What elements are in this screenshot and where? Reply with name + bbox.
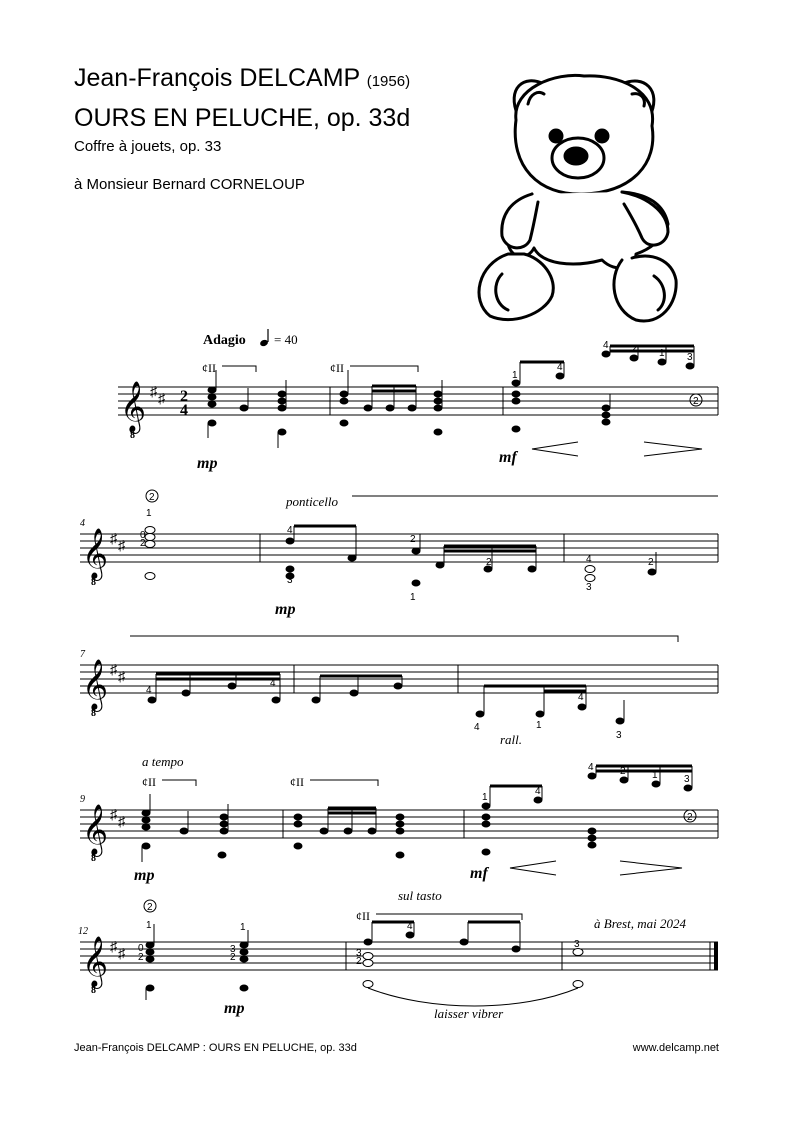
staff-system-3 [80, 636, 718, 747]
treble-clef-icon: 𝄞 [82, 937, 109, 986]
dynamic-marking: mp [275, 601, 296, 618]
music-score [0, 320, 793, 1040]
svg-text:2: 2 [230, 952, 236, 963]
tie-slur [368, 988, 578, 1006]
key-signature-sharp-icon: ♯ [110, 808, 117, 823]
svg-text:4: 4 [146, 685, 152, 696]
barre-label: ¢II [330, 361, 344, 375]
measure-number: 12 [78, 926, 88, 937]
treble-clef-icon: 𝄞 [120, 382, 147, 431]
measure-number: 9 [80, 794, 85, 805]
metronome-note [259, 329, 269, 347]
svg-text:2: 2 [693, 396, 699, 407]
clef-octave: 8 [91, 985, 96, 996]
dynamic-marking: mp [224, 1000, 245, 1017]
svg-text:2: 2 [138, 952, 144, 963]
notes-m7-8 [148, 674, 624, 724]
key-signature-sharp-icon: ♯ [118, 539, 125, 554]
svg-text:1: 1 [146, 508, 152, 519]
svg-text:1: 1 [410, 592, 416, 603]
dynamic-marking: mf [499, 449, 517, 466]
fingerings-system-5 [138, 920, 580, 967]
dynamic-marking: mp [134, 867, 155, 884]
decrescendo-hairpin [620, 861, 682, 875]
clef-octave: 8 [91, 708, 96, 719]
svg-text:2: 2 [147, 902, 153, 913]
dedication: à Monsieur Bernard CORNELOUP [74, 176, 305, 193]
key-signature-sharp-icon: ♯ [150, 385, 157, 400]
barre-label: ¢II [202, 361, 216, 375]
svg-text:1: 1 [146, 920, 152, 931]
measure-number: 7 [80, 649, 85, 660]
dynamic-marking: mp [197, 455, 218, 472]
svg-text:1: 1 [482, 792, 488, 803]
notes-m4-6 [145, 526, 656, 586]
clef-octave: 8 [91, 853, 96, 864]
svg-text:2: 2 [620, 766, 626, 777]
staff-system-5 [78, 888, 718, 1021]
composer-years: (1956) [366, 73, 411, 90]
treble-clef-icon: 𝄞 [82, 660, 109, 709]
expression-text: ponticello [286, 494, 338, 509]
svg-text:2: 2 [687, 812, 693, 823]
expression-text: laisser vibrer [434, 1006, 504, 1021]
svg-text:0: 0 [138, 943, 144, 954]
svg-text:1: 1 [536, 720, 542, 731]
key-signature-sharp-icon: ♯ [118, 670, 125, 685]
staff-lines [80, 942, 718, 970]
svg-text:1: 1 [240, 922, 246, 933]
treble-clef-icon: 𝄞 [82, 529, 109, 578]
svg-text:4: 4 [578, 692, 584, 703]
svg-text:4: 4 [557, 362, 563, 373]
svg-text:4: 4 [588, 762, 594, 773]
svg-text:2: 2 [410, 534, 416, 545]
clef-octave: 8 [130, 430, 135, 441]
svg-text:0: 0 [140, 530, 146, 541]
tempo-value: = 40 [274, 332, 298, 347]
svg-text:2: 2 [648, 557, 654, 568]
svg-text:1: 1 [652, 770, 658, 781]
notes-m9-11 [142, 766, 692, 862]
svg-text:3: 3 [684, 774, 690, 785]
svg-text:4: 4 [287, 525, 293, 536]
dynamic-marking: mf [470, 865, 488, 882]
expression-text: sul tasto [398, 888, 442, 903]
clef-octave: 8 [91, 577, 96, 588]
expression-text: a tempo [142, 754, 184, 769]
key-signature-sharp-icon: ♯ [118, 947, 125, 962]
svg-text:2: 2 [356, 956, 362, 967]
treble-clef-icon: 𝄞 [82, 805, 109, 854]
barre-label: ¢II [356, 909, 370, 923]
expression-text: rall. [500, 732, 523, 747]
svg-text:4: 4 [270, 678, 276, 689]
staff-system-2 [80, 490, 718, 618]
svg-text:3: 3 [687, 352, 693, 363]
key-signature-sharp-icon: ♯ [110, 532, 117, 547]
teddy-bear-icon [472, 64, 696, 328]
staff-system-1 [118, 329, 718, 472]
svg-text:3: 3 [356, 948, 362, 959]
staff-system-4 [80, 754, 718, 884]
composer-name: Jean-François DELCAMP [74, 64, 360, 92]
key-signature-sharp-icon: ♯ [158, 392, 165, 407]
svg-text:2: 2 [140, 538, 146, 549]
crescendo-hairpin [510, 861, 556, 875]
svg-text:3: 3 [586, 582, 592, 593]
svg-text:4: 4 [535, 786, 541, 797]
notes-m1-3 [208, 346, 694, 448]
notes-m12-14 [146, 922, 583, 1000]
key-signature-sharp-icon: ♯ [110, 663, 117, 678]
key-signature-sharp-icon: ♯ [110, 940, 117, 955]
crescendo-hairpin [532, 442, 578, 456]
svg-text:4: 4 [474, 722, 480, 733]
date-place-text: à Brest, mai 2024 [594, 916, 686, 931]
tempo-text: Adagio [203, 333, 246, 348]
svg-text:3: 3 [616, 730, 622, 741]
final-barline [714, 942, 718, 970]
svg-text:2: 2 [631, 344, 637, 355]
svg-text:3: 3 [287, 575, 293, 586]
svg-text:1: 1 [659, 348, 665, 359]
svg-text:4: 4 [407, 921, 413, 932]
measure-number: 4 [80, 518, 85, 529]
svg-text:3: 3 [230, 944, 236, 955]
footer-right: www.delcamp.net [632, 1042, 719, 1054]
staff-lines [80, 534, 718, 562]
time-signature-bottom: 4 [180, 402, 188, 419]
svg-text:2: 2 [149, 492, 155, 503]
footer-left: Jean-François DELCAMP : OURS EN PELUCHE, op. 33d [74, 1042, 357, 1054]
svg-text:4: 4 [586, 554, 592, 565]
svg-text:3: 3 [574, 939, 580, 950]
svg-text:2: 2 [486, 557, 492, 568]
svg-text:4: 4 [603, 340, 609, 351]
collection-subtitle: Coffre à jouets, op. 33 [74, 138, 222, 155]
decrescendo-hairpin [644, 442, 702, 456]
key-signature-sharp-icon: ♯ [118, 815, 125, 830]
svg-text:1: 1 [512, 370, 518, 381]
composer-line [74, 64, 410, 93]
piece-title: OURS EN PELUCHE, op. 33d [74, 104, 411, 132]
ponticello-line [130, 636, 678, 642]
barre-label: ¢II [290, 775, 304, 789]
time-signature-top: 2 [180, 388, 188, 405]
barre-label: ¢II [142, 775, 156, 789]
